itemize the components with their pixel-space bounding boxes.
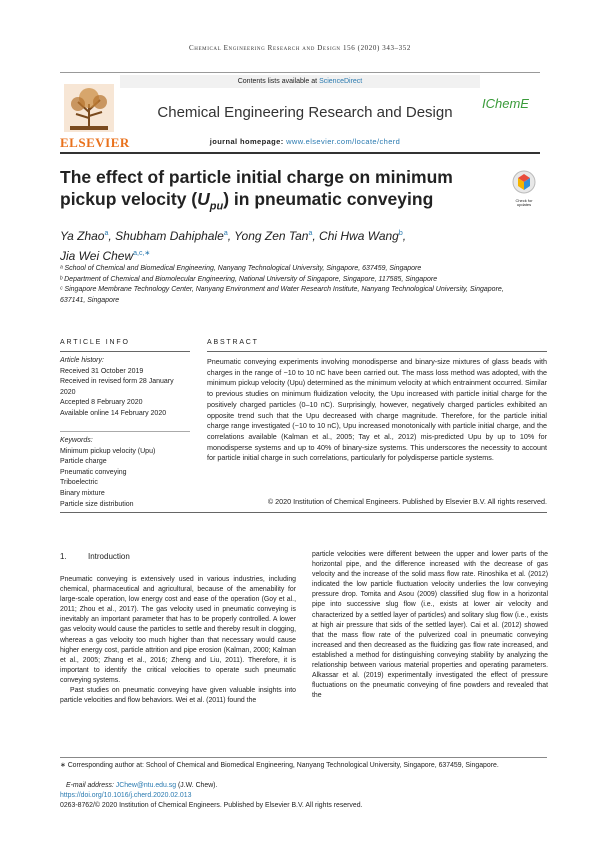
abstract-heading: ABSTRACT (207, 339, 259, 346)
publisher-name: ELSEVIER (60, 135, 130, 150)
intro-right-column: particle velocities were different between the upper and lower parts of the horizontal pipe, and the difference increased with the decrease of gas velocity and the increase of the solid mass flow rate. Rinoshika et al. (2012) indicated the low particle fluctuation velocity underlies the low conveying pressure drop. Tomita and Asou (2009) classified slug flow in a horizontal pipe into successive slug flow (i.e., exists at lower air velocity and characterized by a settled layer of particles) and solitary slug flow (i.e., exists at high air pressure that sids of the settled layer). Cai et al. (2012) showed that the mass flow rate of the pulverized coal in pneumatic conveying increased and then decreased as the fluidizing gas flow rate increased, and established a method for distinguishing conveying stability by analyzing the relationship between various material properties and operating parameters. Alkassar et al. (2019) experimentally investigated the effect of pressure fluctuations on the pneumatic conveying of fine powders and revealed that the (312, 551, 548, 700)
history-item: Received in revised form 28 January 2020 (60, 378, 174, 396)
intro-paragraph-1: Pneumatic conveying is extensively used in various industries, including chemical, pharmaceutical and agricultural, because of the amenability for large-scale operation, low energy cost and ease of the operation (Goy et al., 2011; Zhou et al., 2017). The gas velocity used in pneumatic conveying is inevitably an important parameter that has to be properly controlled. A lower gas velocity would cause the particles to settle and thereby result in clogging, whereas a gas velocity too much higher than that necessary would cause higher energy cost, particle attrition and pipe erosion (Kalman, 2000; Kalman et al., 2005; Zhang et al., 2016; Zheng and Liu, 2011). Therefore, it is important to identify the critical velocities to operate such pneumatic conveying systems. (60, 576, 296, 684)
article-title (60, 166, 500, 218)
corresponding-author-note: ∗ Corresponding author at: School of Chemical and Biomedical Engineering, Nanyang Technological University, Singapore, 637459, Singapore. (60, 762, 499, 769)
abstract-rule (207, 351, 547, 352)
running-header: Chemical Engineering Research and Design 156 (2020) 343–352 (189, 44, 411, 52)
author-name[interactable]: Shubham Dahiphale (115, 229, 224, 243)
affiliation-item: ᵇ Department of Chemical and Biomolecular Engineering, National University of Singapore, Singapore, 117585, Singapore (60, 275, 438, 283)
keyword-item: Triboelectric (60, 479, 98, 487)
journal-homepage (120, 137, 490, 146)
author-affil-sup[interactable]: b (398, 230, 403, 237)
crossmark-icon (510, 170, 538, 194)
journal-title: Chemical Engineering Research and Design (157, 104, 453, 121)
footnote-rule (60, 757, 547, 758)
history-item: Received 31 October 2019 (60, 367, 144, 375)
contents-prefix: Contents lists available at (237, 78, 320, 85)
title-subscript: pu (209, 200, 224, 213)
author-affil-sup[interactable]: a,c,∗ (133, 250, 151, 257)
section-title: Introduction (88, 552, 130, 561)
email-prefix: E-mail address: (66, 782, 116, 789)
affiliation-item: ᶜ Singapore Membrane Technology Center, Nanyang Environment and Water Research Institute, Nanyang Technological University, Singapore, 637141, Singapore (60, 286, 504, 304)
email-link[interactable]: JChew@ntu.edu.sg (115, 782, 177, 789)
email-suffix: (J.W. Chew). (176, 782, 218, 789)
contents-list-banner (120, 75, 480, 88)
sciencedirect-link[interactable]: ScienceDirect (319, 78, 363, 85)
author-name[interactable]: Chi Hwa Wang (319, 229, 399, 243)
homepage-link[interactable]: www.elsevier.com/locate/cherd (286, 137, 401, 146)
author-affil-sup[interactable]: a (104, 230, 109, 237)
section-heading-introduction (60, 552, 300, 561)
affiliations (60, 264, 530, 306)
icheme-logo (482, 96, 540, 124)
author-name[interactable]: Ya Zhao (60, 229, 105, 243)
keywords (60, 436, 190, 510)
article-history (60, 356, 190, 420)
keywords-label: Keywords: (60, 437, 93, 444)
author-list: Ya Zhao$^a$, Shubham Dahiphale$^a$, Yong Zen Tan$^a$, Chi Hwa Wang$^b$, Jia Wei Chew$^{a,c,∗}$ (60, 229, 407, 263)
section-number: 1. (60, 552, 67, 561)
email-line (66, 781, 546, 791)
keyword-item: Minimum pickup velocity (Upu) (60, 447, 156, 455)
keyword-item: Particle size distribution (60, 500, 134, 508)
abstract-bottom-rule (60, 512, 547, 513)
title-part1: The effect of particle initial charge on minimum pickup velocity ( (60, 167, 453, 209)
intro-paragraph-2: Past studies on pneumatic conveying have given valuable insights into particle velocities and flow behaviors. Wei et al. (2011) found the (60, 687, 296, 705)
crossmark-badge[interactable] (510, 170, 538, 207)
info-divider (60, 431, 190, 432)
author-affil-sup[interactable]: a (308, 230, 313, 237)
homepage-prefix: journal homepage: (209, 137, 287, 146)
abstract-copyright: © 2020 Institution of Chemical Engineers. Published by Elsevier B.V. All rights reserved. (267, 497, 547, 506)
history-label: Article history: (60, 357, 104, 364)
title-symbol: U (197, 189, 210, 209)
affiliation-item: ᵃ School of Chemical and Biomedical Engineering, Nanyang Technological University, Singapore, 637459, Singapore (60, 265, 422, 272)
abstract-text: Pneumatic conveying experiments involving monodisperse and binary-size mixtures of glass beads with charges in the range of −10 to 10 nC have been carried out. The mass loss method was adopted, with the minimum pickup velocity (Upu) determined as the minimum velocity at which entrainment occurred. Similar to previous studies on minimum fluidization velocity, the Upu increased with particle initial charge for the positively charged particles (0–10 nC). Surprisingly, however, negatively charged particles exhibited an opposite trend such that the Upu decreased with charge magnitude. Therefore, for the particle initial charge range investigated (−10 to 10 nC), Upu increased monotonically with particle initial charge, and the correlations available (Kalman et al., 2005; Tay et al., 2012) mis-predicted Upu by up to 10% for monodisperse systems and up to 40% of binary-size systems. This underscores the necessity to account for particle initial charge in such correlations, particularly for polydisperse particle systems. (207, 357, 547, 463)
article-info-rule (60, 351, 190, 352)
article-info-heading: ARTICLE INFO (60, 339, 130, 346)
crossmark-label: Check for updates (515, 198, 533, 207)
author-name[interactable]: Jia Wei Chew (60, 249, 134, 263)
keyword-item: Binary mixture (60, 489, 105, 497)
issn-copyright-line: 0263-8762/© 2020 Institution of Chemical Engineers. Published by Elsevier B.V. All rights reserved. (60, 802, 363, 809)
keyword-item: Pneumatic conveying (60, 468, 127, 476)
author-affil-sup[interactable]: a (223, 230, 228, 237)
history-item: Available online 14 February 2020 (60, 409, 167, 417)
doi-link[interactable]: https://doi.org/10.1016/j.cherd.2020.02.013 (60, 792, 192, 799)
icheme-logo-text: IChemE (482, 96, 529, 111)
keyword-item: Particle charge (60, 458, 107, 466)
doi-line (60, 791, 540, 801)
author-name[interactable]: Yong Zen Tan (234, 229, 309, 243)
history-item: Accepted 8 February 2020 (60, 399, 143, 407)
title-part2: ) in pneumatic conveying (223, 189, 434, 209)
